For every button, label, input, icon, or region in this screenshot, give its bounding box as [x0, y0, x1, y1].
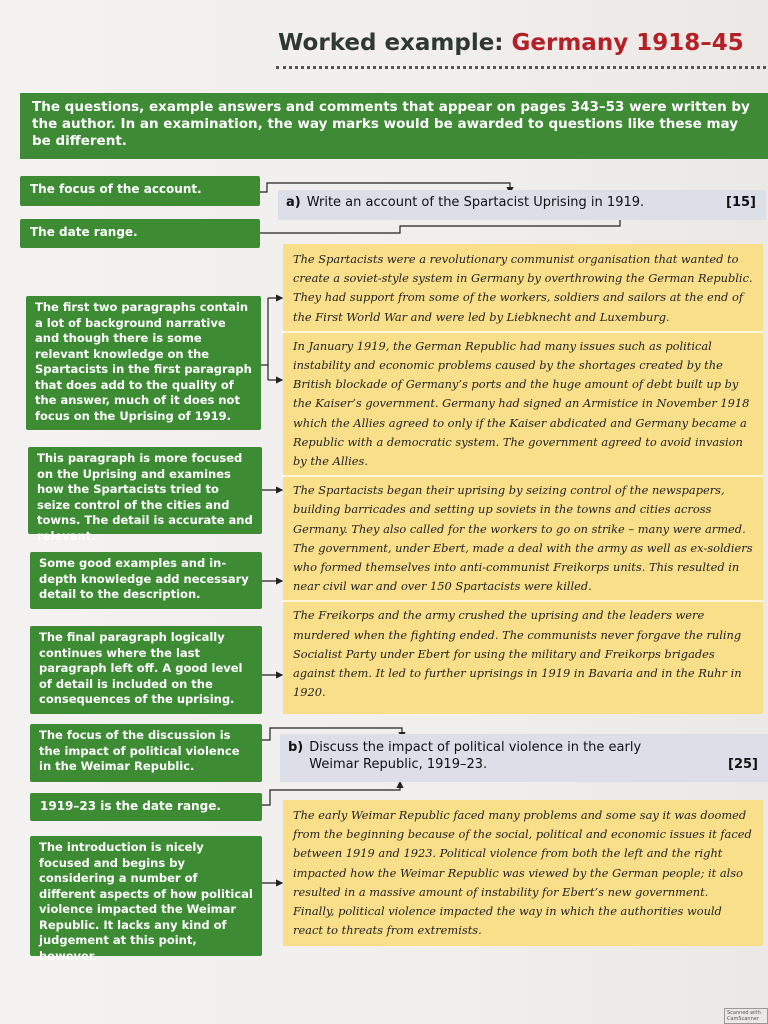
question-b-marks: [25]	[728, 757, 758, 772]
comment-final-paragraph: The final paragraph logically continues where the last paragraph left off. A good level of detail is included on the consequences of the uprising.	[30, 626, 262, 714]
comment-focus-of-account: The focus of the account.	[20, 176, 260, 206]
question-a-label: a)	[286, 195, 301, 210]
scanner-badge: Scanned with CamScanner	[724, 1008, 768, 1024]
answer-a	[283, 244, 763, 714]
comment-date-range: The date range.	[20, 219, 260, 248]
question-a-marks: [15]	[726, 195, 756, 210]
comment-date-range-b: 1919–23 is the date range.	[30, 793, 262, 821]
title-prefix: Worked example:	[278, 30, 512, 56]
answer-a-paragraph: The Freikorps and the army crushed the uprising and the leaders were murdered when the fighting ended. The communists never forgave the ruling Socialist Party under Ebert for using the military and Freikorps brigades against them. It led to further uprisings in 1919 in Bavaria and in the Ruhr in 1920.	[293, 608, 742, 700]
question-b-label: b)	[288, 740, 304, 755]
question-b-text: Discuss the impact of political violence in the early Weimar Republic, 1919–23.	[309, 740, 642, 772]
answer-a-paragraph: The Spartacists were a revolutionary communist organisation that wanted to create a soviet-style system in Germany by overthrowing the German Republic. They had support from some of the workers, soldiers and sailors at the end of the First World War and were led by Liebknecht and Luxemburg.	[293, 252, 753, 324]
answer-b	[283, 800, 763, 946]
paragraph-divider	[283, 600, 763, 602]
paragraph-divider	[283, 331, 763, 333]
question-b-bar	[280, 734, 768, 782]
comment-first-two-paragraphs: The first two paragraphs contain a lot of background narrative and though there is some relevant knowledge on the Spartacists in the first paragraph that does add to the quality of the answer, much of it does not focus on the Uprising of 1919.	[26, 296, 261, 430]
disclaimer-banner: The questions, example answers and comments that appear on pages 343–53 were written by the author. In an examination, the way marks would be awarded to questions like these may be different.	[20, 93, 768, 159]
answer-b-paragraph: The early Weimar Republic faced many problems and some say it was doomed from the beginning because of the social, political and economic issues it faced between 1919 and 1923. Political violence from both the left and the right impacted how the Weimar Republic was viewed by the German people; it also resulted in a massive amount of instability for Ebert’s new government. Finally, political violence impacted the way in which the authorities would react to threats from extremists.	[293, 808, 752, 938]
answer-a-paragraph: The Spartacists began their uprising by seizing control of the newspapers, building barricades and setting up soviets in the towns and cities across Germany. They also called for the workers to go on strike – many were armed. The government, under Ebert, made a deal with the army as well as ex-soldiers who formed themselves into anti-communist Freikorps units. This resulted in near civil war and over 150 Spartacists were killed.	[293, 483, 753, 594]
answer-a-paragraph: In January 1919, the German Republic had many issues such as political instability and economic problems caused by the shortages created by the British blockade of Germany’s ports and the huge amount of debt built up by the Kaiser’s government. Germany had signed an Armistice in November 1918 which the Allies agreed to only if the Kaiser abdicated and Germany became a Republic with a democratic system. The government agreed to avoid invasion by the Allies.	[293, 338, 750, 469]
question-a-text: Write an account of the Spartacist Uprising in 1919.	[306, 195, 645, 210]
comment-introduction: The introduction is nicely focused and begins by considering a number of different aspects of how political violence impacted the Weimar Republic. It lacks any kind of judgement at this point, however.	[30, 836, 262, 956]
paragraph-divider	[283, 475, 763, 477]
comment-focus-of-discussion: The focus of the discussion is the impact of political violence in the Weimar Republic.	[30, 724, 262, 782]
comment-good-examples: Some good examples and in-depth knowledge add necessary detail to the description.	[30, 552, 262, 609]
title-topic: Germany 1918–45	[511, 30, 744, 56]
question-a-bar	[278, 190, 766, 220]
comment-paragraph-focused: This paragraph is more focused on the Uprising and examines how the Spartacists tried to seize control of the cities and towns. The detail is accurate and relevant.	[28, 447, 262, 534]
